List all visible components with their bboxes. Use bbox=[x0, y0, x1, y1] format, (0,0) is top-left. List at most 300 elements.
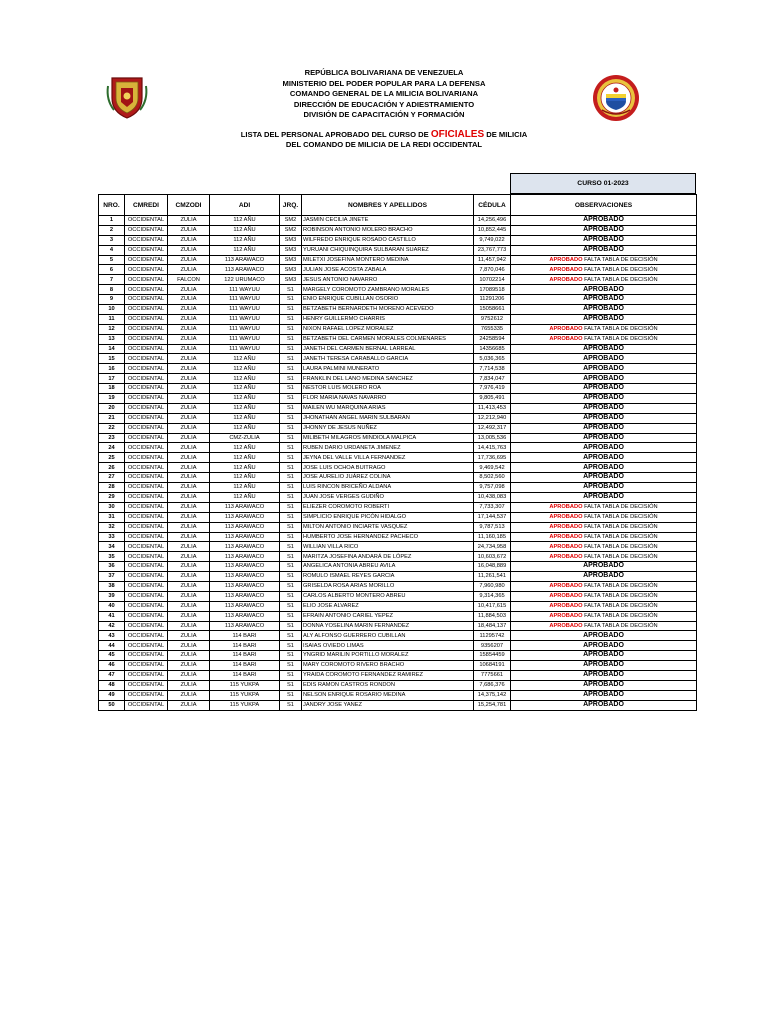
cmzodi-cell: ZULIA bbox=[168, 680, 210, 690]
name-cell: ELIO JOSE ALVAREZ bbox=[302, 601, 474, 611]
cedula-cell: 12,212,940 bbox=[474, 413, 511, 423]
name-cell: LAURA PALMINI MUNERATO bbox=[302, 364, 474, 374]
adi-cell: 111 WAYUU bbox=[210, 295, 280, 305]
table-row bbox=[99, 374, 697, 384]
observation-cell bbox=[511, 680, 697, 690]
name-cell: GRISELDA ROSA ARIAS MORILLO bbox=[302, 581, 474, 591]
table-row bbox=[99, 572, 697, 582]
cmredi-cell: OCCIDENTAL bbox=[125, 324, 168, 334]
status-pending-note: FALTA TABLA DE DECISIÓN bbox=[582, 622, 658, 629]
cmredi-cell: OCCIDENTAL bbox=[125, 473, 168, 483]
status-approved: APROBADO bbox=[583, 453, 624, 461]
status-approved-red: APROBADO bbox=[549, 335, 583, 342]
jrq-cell: S1 bbox=[280, 522, 302, 532]
cedula-cell: 23,767,773 bbox=[474, 245, 511, 255]
cmzodi-cell: ZULIA bbox=[168, 413, 210, 423]
status-approved-red: APROBADO bbox=[549, 612, 583, 619]
cedula-cell: 8,502,560 bbox=[474, 473, 511, 483]
cedula-cell: 9356207 bbox=[474, 641, 511, 651]
table-row bbox=[99, 394, 697, 404]
row-number: 48 bbox=[99, 680, 125, 690]
row-number: 42 bbox=[99, 621, 125, 631]
jrq-cell: S1 bbox=[280, 700, 302, 710]
observation-cell bbox=[511, 601, 697, 611]
status-approved: APROBADO bbox=[583, 226, 624, 234]
observation-cell bbox=[511, 651, 697, 661]
row-number: 31 bbox=[99, 512, 125, 522]
status-pending-note: FALTA TABLA DE DECISIÓN bbox=[582, 504, 658, 511]
observation-cell bbox=[511, 255, 697, 265]
observation-cell bbox=[511, 463, 697, 473]
adi-cell: 111 WAYUU bbox=[210, 305, 280, 315]
adi-cell: 113 ARAWACO bbox=[210, 512, 280, 522]
status-approved: APROBADO bbox=[583, 631, 624, 639]
row-number: 25 bbox=[99, 453, 125, 463]
adi-cell: CMZ-ZULIA bbox=[210, 433, 280, 443]
status-approved: APROBADO bbox=[583, 700, 624, 708]
table-row bbox=[99, 512, 697, 522]
jrq-cell: S1 bbox=[280, 463, 302, 473]
status-pending-note: FALTA TABLA DE DECISIÓN bbox=[582, 335, 658, 342]
adi-cell: 112 AÑU bbox=[210, 483, 280, 493]
row-number: 43 bbox=[99, 631, 125, 641]
cmzodi-cell: ZULIA bbox=[168, 285, 210, 295]
name-cell: BETZABETH BERNARDETH MORENO ACEVEDO bbox=[302, 305, 474, 315]
cmzodi-cell: ZULIA bbox=[168, 542, 210, 552]
status-approved: APROBADO bbox=[583, 433, 624, 441]
adi-cell: 113 ARAWACO bbox=[210, 601, 280, 611]
adi-cell: 112 AÑU bbox=[210, 235, 280, 245]
name-cell: JOSE LUIS OCHOA BUITRAGO bbox=[302, 463, 474, 473]
cmredi-cell: OCCIDENTAL bbox=[125, 374, 168, 384]
adi-cell: 112 AÑU bbox=[210, 354, 280, 364]
column-header: ADI bbox=[210, 195, 280, 216]
header-line: REPÚBLICA BOLIVARIANA DE VENEZUELA bbox=[304, 68, 464, 77]
cedula-cell: 11,261,541 bbox=[474, 572, 511, 582]
observation-cell bbox=[511, 621, 697, 631]
observation-cell bbox=[511, 443, 697, 453]
cedula-cell: 17,736,695 bbox=[474, 453, 511, 463]
cedula-cell: 14356685 bbox=[474, 344, 511, 354]
cedula-cell: 9752612 bbox=[474, 314, 511, 324]
jrq-cell: S1 bbox=[280, 492, 302, 502]
cmzodi-cell: ZULIA bbox=[168, 384, 210, 394]
adi-cell: 113 ARAWACO bbox=[210, 591, 280, 601]
cedula-cell: 10702214 bbox=[474, 275, 511, 285]
header-line: DIRECCIÓN DE EDUCACIÓN Y ADIESTRAMIENTO bbox=[293, 99, 475, 109]
cmredi-cell: OCCIDENTAL bbox=[125, 621, 168, 631]
cmredi-cell: OCCIDENTAL bbox=[125, 700, 168, 710]
table-row bbox=[99, 275, 697, 285]
jrq-cell: S1 bbox=[280, 690, 302, 700]
row-number: 2 bbox=[99, 225, 125, 235]
name-cell: EDIS RAMON CASTROS RONDON bbox=[302, 680, 474, 690]
cmredi-cell: OCCIDENTAL bbox=[125, 433, 168, 443]
status-approved: APROBADO bbox=[583, 384, 624, 392]
cmredi-cell: OCCIDENTAL bbox=[125, 463, 168, 473]
jrq-cell: S1 bbox=[280, 324, 302, 334]
cedula-cell: 11,457,942 bbox=[474, 255, 511, 265]
cmredi-cell: OCCIDENTAL bbox=[125, 532, 168, 542]
list-title-prefix: LISTA DEL PERSONAL APROBADO DEL CURSO DE bbox=[240, 130, 431, 139]
cmzodi-cell: ZULIA bbox=[168, 324, 210, 334]
column-header: JRQ. bbox=[280, 195, 302, 216]
name-cell: MILIBETH MILAGROS MINDIOLA MALPICA bbox=[302, 433, 474, 443]
cmzodi-cell: ZULIA bbox=[168, 641, 210, 651]
jrq-cell: S1 bbox=[280, 394, 302, 404]
cmredi-cell: OCCIDENTAL bbox=[125, 443, 168, 453]
row-number: 37 bbox=[99, 572, 125, 582]
column-header: CÉDULA bbox=[474, 195, 511, 216]
cmzodi-cell: ZULIA bbox=[168, 502, 210, 512]
status-approved-red: APROBADO bbox=[549, 533, 583, 540]
cmzodi-cell: ZULIA bbox=[168, 225, 210, 235]
status-pending-note: FALTA TABLA DE DECISIÓN bbox=[582, 266, 658, 273]
jrq-cell: S1 bbox=[280, 562, 302, 572]
status-pending-note: FALTA TABLA DE DECISIÓN bbox=[582, 523, 658, 530]
table-row bbox=[99, 473, 697, 483]
jrq-cell: SM3 bbox=[280, 235, 302, 245]
cmredi-cell: OCCIDENTAL bbox=[125, 661, 168, 671]
status-approved-red: APROBADO bbox=[549, 622, 583, 629]
observation-cell bbox=[511, 502, 697, 512]
cedula-cell: 7,976,419 bbox=[474, 384, 511, 394]
table-row bbox=[99, 700, 697, 710]
list-title-suffix: DE MILICIA bbox=[484, 130, 528, 139]
jrq-cell: S1 bbox=[280, 364, 302, 374]
status-approved: APROBADO bbox=[583, 216, 624, 224]
row-number: 41 bbox=[99, 611, 125, 621]
row-number: 46 bbox=[99, 661, 125, 671]
row-number: 12 bbox=[99, 324, 125, 334]
table-row bbox=[99, 255, 697, 265]
cmzodi-cell: ZULIA bbox=[168, 611, 210, 621]
table-body bbox=[99, 216, 697, 711]
cmredi-cell: OCCIDENTAL bbox=[125, 453, 168, 463]
cmzodi-cell: ZULIA bbox=[168, 631, 210, 641]
cmredi-cell: OCCIDENTAL bbox=[125, 413, 168, 423]
adi-cell: 111 WAYUU bbox=[210, 334, 280, 344]
table-row bbox=[99, 591, 697, 601]
observation-cell bbox=[511, 403, 697, 413]
row-number: 24 bbox=[99, 443, 125, 453]
name-cell: NIXON RAFAEL LOPEZ MORALEZ bbox=[302, 324, 474, 334]
name-cell: ROBINSON ANTONIO MOLERO BRACHO bbox=[302, 225, 474, 235]
status-approved-red: APROBADO bbox=[549, 326, 583, 333]
status-approved-red: APROBADO bbox=[549, 543, 583, 550]
jrq-cell: S1 bbox=[280, 374, 302, 384]
row-number: 3 bbox=[99, 235, 125, 245]
observation-cell bbox=[511, 275, 697, 285]
table-row bbox=[99, 690, 697, 700]
cedula-cell: 17,144,537 bbox=[474, 512, 511, 522]
adi-cell: 114 BARI bbox=[210, 670, 280, 680]
observation-cell bbox=[511, 581, 697, 591]
name-cell: NELSON ENRIQUE ROSARIO MEDINA bbox=[302, 690, 474, 700]
status-approved-red: APROBADO bbox=[549, 276, 583, 283]
jrq-cell: S1 bbox=[280, 670, 302, 680]
observation-cell bbox=[511, 295, 697, 305]
list-title bbox=[0, 130, 768, 150]
row-number: 26 bbox=[99, 463, 125, 473]
row-number: 30 bbox=[99, 502, 125, 512]
adi-cell: 111 WAYUU bbox=[210, 344, 280, 354]
observation-cell bbox=[511, 591, 697, 601]
cedula-cell: 7,960,980 bbox=[474, 581, 511, 591]
jrq-cell: SM3 bbox=[280, 255, 302, 265]
observation-cell bbox=[511, 433, 697, 443]
jrq-cell: S1 bbox=[280, 384, 302, 394]
cmzodi-cell: ZULIA bbox=[168, 522, 210, 532]
jrq-cell: S1 bbox=[280, 512, 302, 522]
observation-cell bbox=[511, 354, 697, 364]
column-header: CMZODI bbox=[168, 195, 210, 216]
row-number: 16 bbox=[99, 364, 125, 374]
status-approved-red: APROBADO bbox=[549, 504, 583, 511]
row-number: 17 bbox=[99, 374, 125, 384]
adi-cell: 112 AÑU bbox=[210, 403, 280, 413]
list-title-highlight: OFICIALES bbox=[430, 129, 485, 140]
cmzodi-cell: ZULIA bbox=[168, 245, 210, 255]
table-row bbox=[99, 601, 697, 611]
status-pending-note: FALTA TABLA DE DECISIÓN bbox=[582, 326, 658, 333]
cedula-cell: 10,417,615 bbox=[474, 601, 511, 611]
status-approved-red: APROBADO bbox=[549, 256, 583, 263]
name-cell: ISAIAS OVIEDO LIMAS bbox=[302, 641, 474, 651]
name-cell: JESUS ANTONIO NAVARRO bbox=[302, 275, 474, 285]
name-cell: YRAIDA COROMOTO FERNANDEZ RAMIREZ bbox=[302, 670, 474, 680]
cmredi-cell: OCCIDENTAL bbox=[125, 552, 168, 562]
jrq-cell: S1 bbox=[280, 631, 302, 641]
cmredi-cell: OCCIDENTAL bbox=[125, 670, 168, 680]
cmzodi-cell: ZULIA bbox=[168, 255, 210, 265]
adi-cell: 112 AÑU bbox=[210, 423, 280, 433]
cmredi-cell: OCCIDENTAL bbox=[125, 542, 168, 552]
observation-cell bbox=[511, 473, 697, 483]
status-approved: APROBADO bbox=[583, 354, 624, 362]
adi-cell: 112 AÑU bbox=[210, 413, 280, 423]
table-row bbox=[99, 492, 697, 502]
cedula-cell: 11295742 bbox=[474, 631, 511, 641]
cmzodi-cell: ZULIA bbox=[168, 621, 210, 631]
table-row bbox=[99, 384, 697, 394]
list-title-line-2: DEL COMANDO DE MILICIA DE LA REDI OCCIDENTAL bbox=[285, 140, 483, 149]
status-approved: APROBADO bbox=[583, 404, 624, 412]
adi-cell: 113 ARAWACO bbox=[210, 552, 280, 562]
observation-cell bbox=[511, 512, 697, 522]
table-row bbox=[99, 225, 697, 235]
cedula-cell: 14,256,496 bbox=[474, 216, 511, 226]
jrq-cell: S1 bbox=[280, 285, 302, 295]
observation-cell bbox=[511, 661, 697, 671]
cedula-cell: 9,787,513 bbox=[474, 522, 511, 532]
column-header: CMREDI bbox=[125, 195, 168, 216]
cmredi-cell: OCCIDENTAL bbox=[125, 314, 168, 324]
adi-cell: 112 AÑU bbox=[210, 384, 280, 394]
cmredi-cell: OCCIDENTAL bbox=[125, 423, 168, 433]
adi-cell: 113 ARAWACO bbox=[210, 532, 280, 542]
cedula-cell: 7,714,538 bbox=[474, 364, 511, 374]
table-row bbox=[99, 245, 697, 255]
cmzodi-cell: ZULIA bbox=[168, 572, 210, 582]
cmzodi-cell: ZULIA bbox=[168, 443, 210, 453]
row-number: 9 bbox=[99, 295, 125, 305]
row-number: 44 bbox=[99, 641, 125, 651]
cedula-cell: 24,734,958 bbox=[474, 542, 511, 552]
row-number: 8 bbox=[99, 285, 125, 295]
cmredi-cell: OCCIDENTAL bbox=[125, 295, 168, 305]
row-number: 10 bbox=[99, 305, 125, 315]
cmzodi-cell: ZULIA bbox=[168, 670, 210, 680]
row-number: 1 bbox=[99, 216, 125, 226]
table-row bbox=[99, 651, 697, 661]
status-approved: APROBADO bbox=[583, 374, 624, 382]
cmzodi-cell: ZULIA bbox=[168, 265, 210, 275]
list-title-line-1 bbox=[0, 130, 768, 140]
cmzodi-cell: ZULIA bbox=[168, 374, 210, 384]
name-cell: NESTOR LUIS MOLERO ROA bbox=[302, 384, 474, 394]
row-number: 32 bbox=[99, 522, 125, 532]
name-cell: JHONNY DE JESUS NUÑEZ bbox=[302, 423, 474, 433]
name-cell: WILFREDO ENRIQUE ROSADO CASTILLO bbox=[302, 235, 474, 245]
cedula-cell: 9,805,491 bbox=[474, 394, 511, 404]
row-number: 28 bbox=[99, 483, 125, 493]
name-cell: JHONATHAN ANGEL MARIN SULBARAN bbox=[302, 413, 474, 423]
row-number: 20 bbox=[99, 403, 125, 413]
adi-cell: 115 YUKPA bbox=[210, 680, 280, 690]
observation-cell bbox=[511, 305, 697, 315]
personnel-table bbox=[98, 194, 697, 711]
jrq-cell: S1 bbox=[280, 581, 302, 591]
cmredi-cell: OCCIDENTAL bbox=[125, 275, 168, 285]
observation-cell bbox=[511, 483, 697, 493]
status-pending-note: FALTA TABLA DE DECISIÓN bbox=[582, 256, 658, 263]
row-number: 47 bbox=[99, 670, 125, 680]
table-row bbox=[99, 334, 697, 344]
status-approved: APROBADO bbox=[583, 285, 624, 293]
jrq-cell: SM3 bbox=[280, 245, 302, 255]
jrq-cell: S1 bbox=[280, 502, 302, 512]
adi-cell: 122 URUMACO bbox=[210, 275, 280, 285]
adi-cell: 113 ARAWACO bbox=[210, 265, 280, 275]
status-approved: APROBADO bbox=[583, 315, 624, 323]
name-cell: MARITZA JOSEFINA ANDARÁ DE LÓPEZ bbox=[302, 552, 474, 562]
status-approved: APROBADO bbox=[583, 394, 624, 402]
observation-cell bbox=[511, 334, 697, 344]
jrq-cell: S1 bbox=[280, 611, 302, 621]
cmzodi-cell: ZULIA bbox=[168, 216, 210, 226]
adi-cell: 113 ARAWACO bbox=[210, 572, 280, 582]
observation-cell bbox=[511, 413, 697, 423]
observation-cell bbox=[511, 611, 697, 621]
jrq-cell: S1 bbox=[280, 314, 302, 324]
adi-cell: 111 WAYUU bbox=[210, 324, 280, 334]
adi-cell: 112 AÑU bbox=[210, 364, 280, 374]
table-row bbox=[99, 354, 697, 364]
adi-cell: 113 ARAWACO bbox=[210, 542, 280, 552]
cedula-cell: 7655335 bbox=[474, 324, 511, 334]
cmredi-cell: OCCIDENTAL bbox=[125, 216, 168, 226]
adi-cell: 113 ARAWACO bbox=[210, 522, 280, 532]
name-cell: JEYNA DEL VALLE VILLA FERNANDEZ bbox=[302, 453, 474, 463]
name-cell: RUBEN DARIO URDANETA JIMENEZ bbox=[302, 443, 474, 453]
status-approved: APROBADO bbox=[583, 305, 624, 313]
jrq-cell: S1 bbox=[280, 305, 302, 315]
status-approved-red: APROBADO bbox=[549, 583, 583, 590]
jrq-cell: S1 bbox=[280, 433, 302, 443]
adi-cell: 112 AÑU bbox=[210, 225, 280, 235]
cmzodi-cell: ZULIA bbox=[168, 305, 210, 315]
observation-cell bbox=[511, 324, 697, 334]
cmredi-cell: OCCIDENTAL bbox=[125, 601, 168, 611]
row-number: 29 bbox=[99, 492, 125, 502]
status-approved: APROBADO bbox=[583, 572, 624, 580]
name-cell: EFRAIN ANTONIO CARIEL YEPEZ bbox=[302, 611, 474, 621]
cmzodi-cell: ZULIA bbox=[168, 562, 210, 572]
adi-cell: 112 AÑU bbox=[210, 473, 280, 483]
cmzodi-cell: ZULIA bbox=[168, 314, 210, 324]
table-row bbox=[99, 344, 697, 354]
jrq-cell: S1 bbox=[280, 572, 302, 582]
name-cell: ANGELICA ANTONIA ABREU AVILA bbox=[302, 562, 474, 572]
cmredi-cell: OCCIDENTAL bbox=[125, 354, 168, 364]
observation-cell bbox=[511, 562, 697, 572]
adi-cell: 113 ARAWACO bbox=[210, 581, 280, 591]
row-number: 34 bbox=[99, 542, 125, 552]
cmredi-cell: OCCIDENTAL bbox=[125, 364, 168, 374]
jrq-cell: S1 bbox=[280, 483, 302, 493]
status-pending-note: FALTA TABLA DE DECISIÓN bbox=[582, 533, 658, 540]
status-approved: APROBADO bbox=[583, 661, 624, 669]
row-number: 38 bbox=[99, 581, 125, 591]
cmredi-cell: OCCIDENTAL bbox=[125, 305, 168, 315]
status-pending-note: FALTA TABLA DE DECISIÓN bbox=[582, 514, 658, 521]
header-line: COMANDO GENERAL DE LA MILICIA BOLIVARIANA bbox=[289, 89, 479, 98]
table-row bbox=[99, 542, 697, 552]
table-row bbox=[99, 552, 697, 562]
row-number: 50 bbox=[99, 700, 125, 710]
jrq-cell: S1 bbox=[280, 680, 302, 690]
adi-cell: 114 BARI bbox=[210, 631, 280, 641]
status-approved: APROBADO bbox=[583, 651, 624, 659]
cmzodi-cell: ZULIA bbox=[168, 492, 210, 502]
name-cell: FRANKLIN DEL LANO MEDINA SANCHEZ bbox=[302, 374, 474, 384]
cmzodi-cell: ZULIA bbox=[168, 532, 210, 542]
table-row bbox=[99, 324, 697, 334]
column-header: OBSERVACIONES bbox=[511, 195, 697, 216]
cmredi-cell: OCCIDENTAL bbox=[125, 384, 168, 394]
cedula-cell: 14,375,142 bbox=[474, 690, 511, 700]
status-approved-red: APROBADO bbox=[549, 593, 583, 600]
observation-cell bbox=[511, 453, 697, 463]
row-number: 35 bbox=[99, 552, 125, 562]
table-row bbox=[99, 661, 697, 671]
status-approved: APROBADO bbox=[583, 364, 624, 372]
table-row bbox=[99, 305, 697, 315]
row-number: 13 bbox=[99, 334, 125, 344]
name-cell: MARGELY COROMOTO ZAMBRANO MORALES bbox=[302, 285, 474, 295]
adi-cell: 112 AÑU bbox=[210, 443, 280, 453]
row-number: 27 bbox=[99, 473, 125, 483]
jrq-cell: S1 bbox=[280, 552, 302, 562]
status-pending-note: FALTA TABLA DE DECISIÓN bbox=[582, 583, 658, 590]
cmredi-cell: OCCIDENTAL bbox=[125, 265, 168, 275]
cmzodi-cell: ZULIA bbox=[168, 581, 210, 591]
name-cell: SIMPLICIO ENRIQUE PICÓN HIDALGO bbox=[302, 512, 474, 522]
table-row bbox=[99, 483, 697, 493]
table-row bbox=[99, 285, 697, 295]
cedula-cell: 9,469,542 bbox=[474, 463, 511, 473]
